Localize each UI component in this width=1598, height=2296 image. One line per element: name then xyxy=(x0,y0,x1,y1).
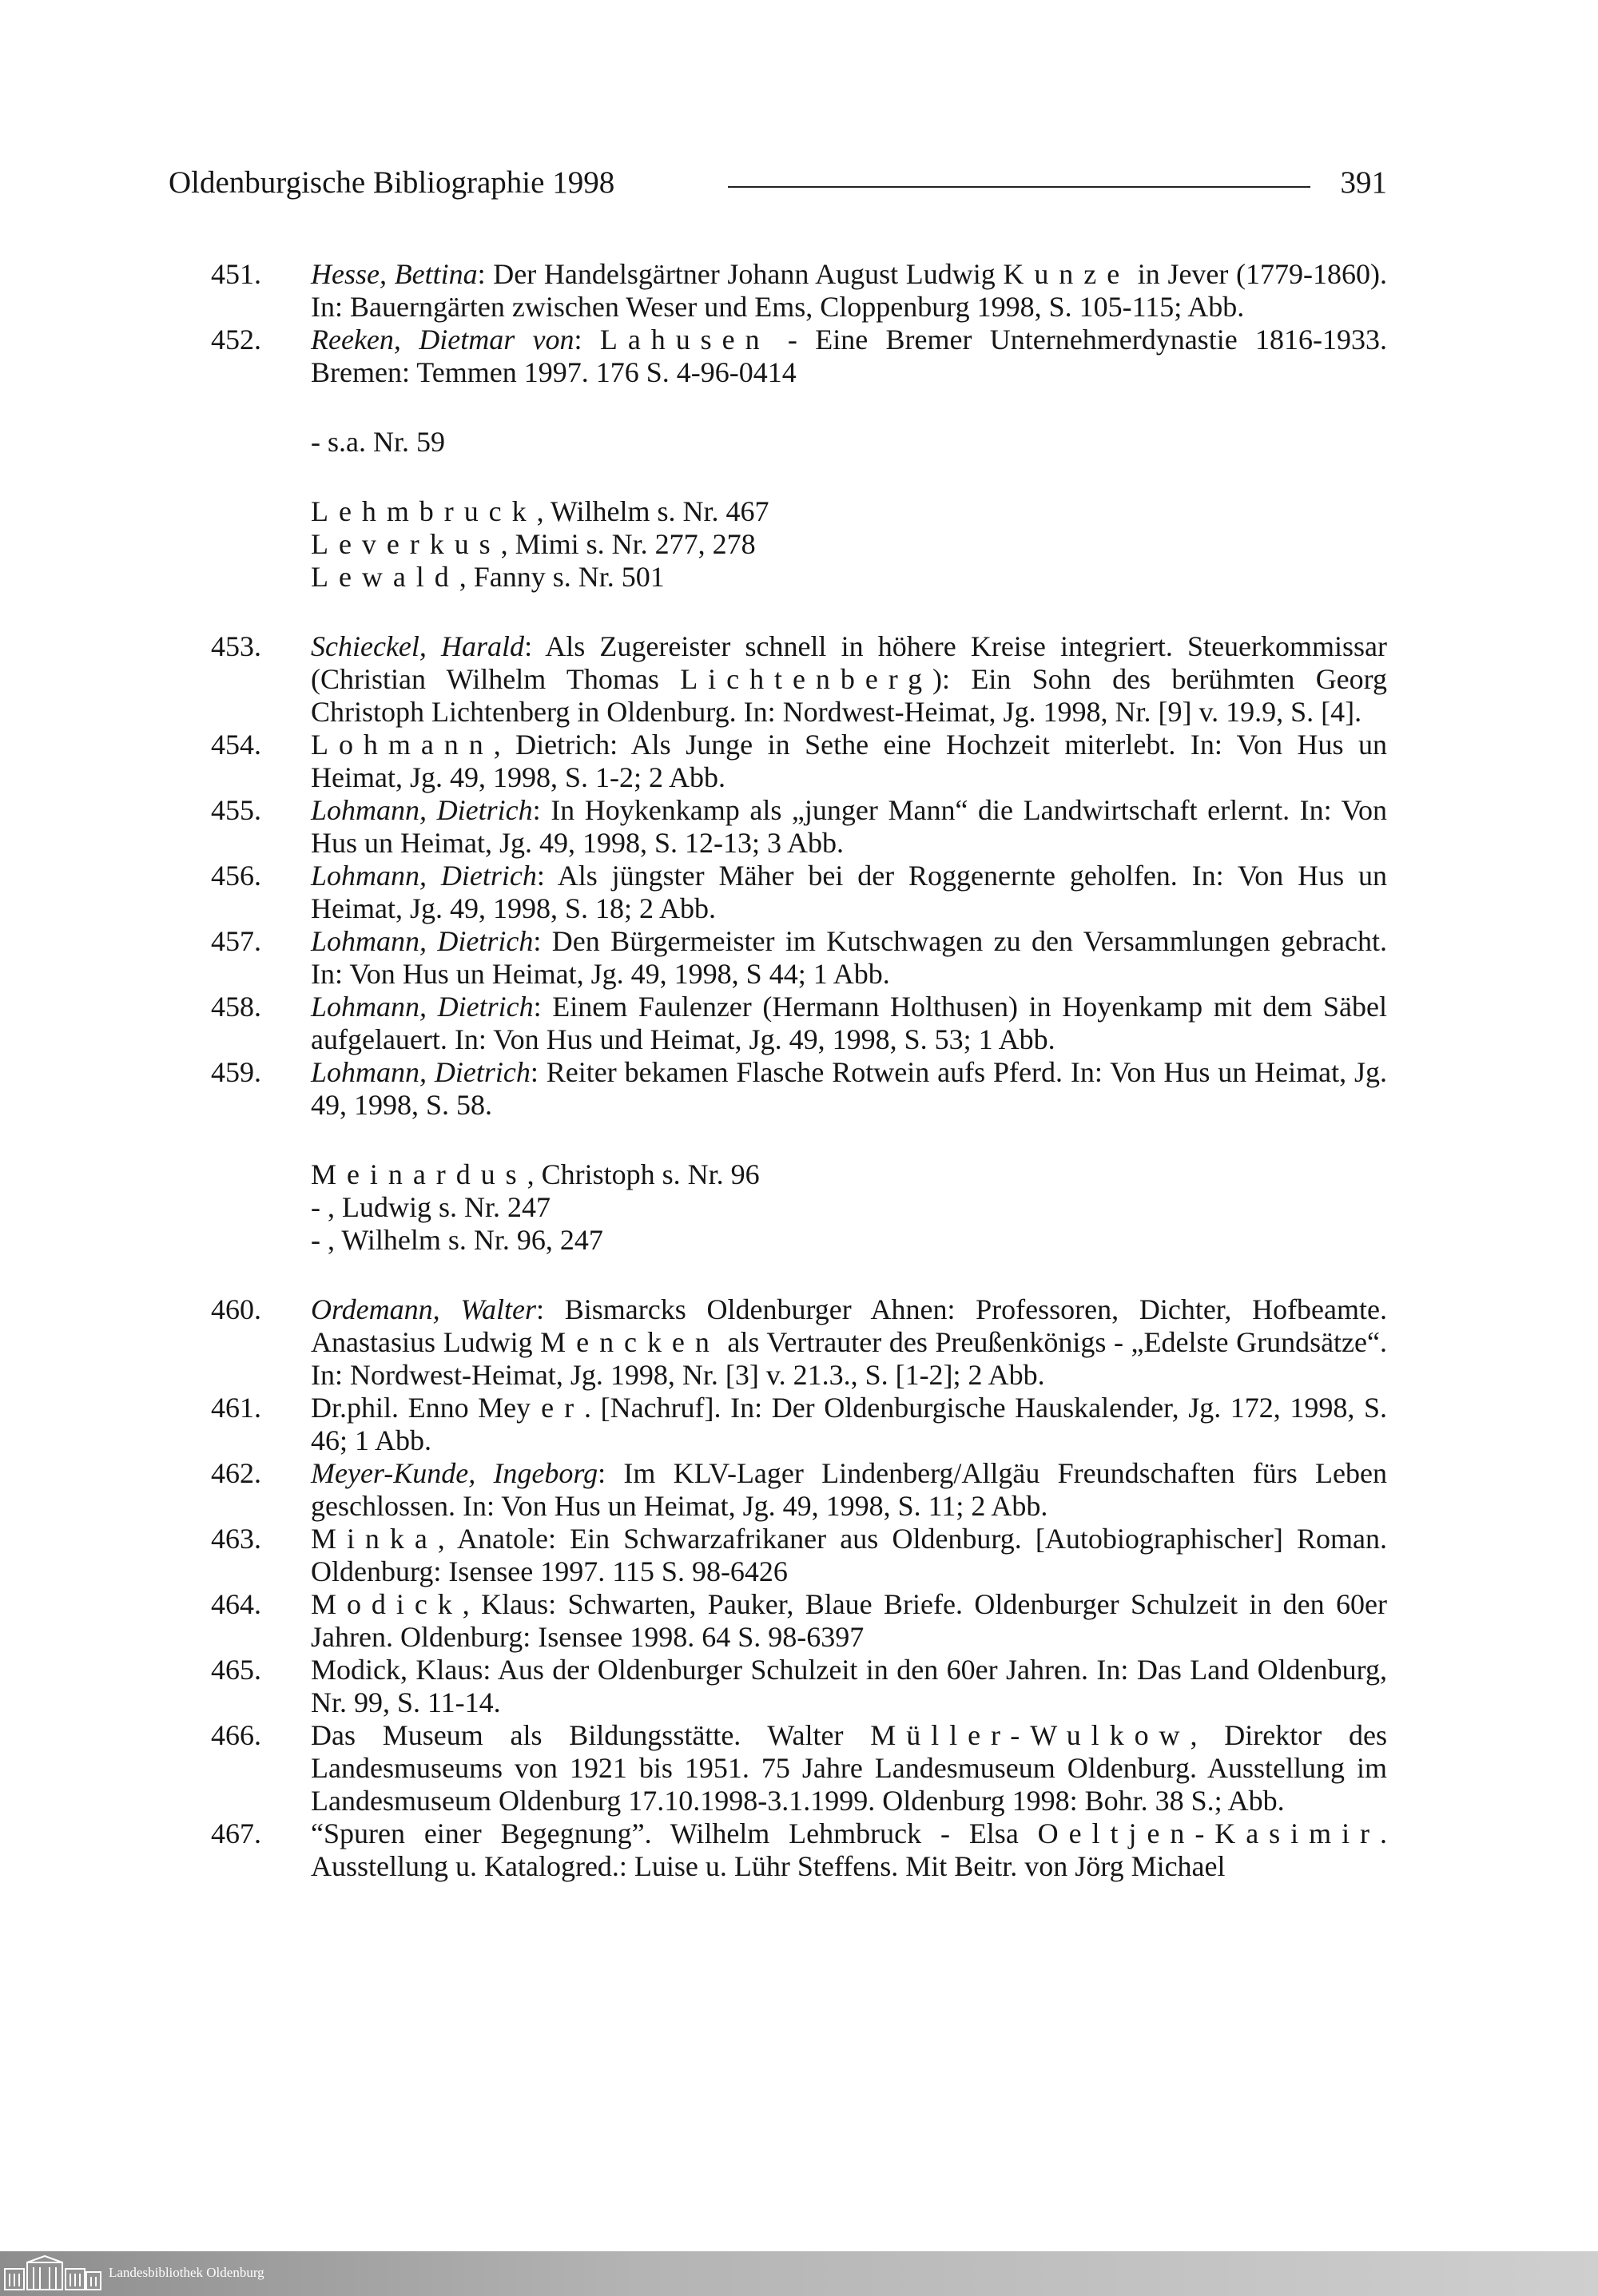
spaced-name: yer xyxy=(516,1392,585,1424)
library-name: Landesbibliothek Oldenburg xyxy=(109,2265,264,2280)
spaced-name: Modick xyxy=(311,1588,463,1620)
entry-number: 454. xyxy=(211,729,261,761)
entry-number: 463. xyxy=(211,1523,261,1555)
spaced-name: Minka xyxy=(311,1523,438,1555)
cross-reference: Meinardus, Christoph s. Nr. 96 xyxy=(311,1158,760,1190)
entry-number: 459. xyxy=(211,1056,261,1088)
cross-reference: - , Wilhelm s. Nr. 96, 247 xyxy=(311,1224,603,1256)
entry-466: 466. Das Museum als Bildungsstätte. Walter Müller-Wulkow, Direktor des Landesmuseums von 1921 bis 1951. 75 Jahre Landesmuseum Oldenburg. Ausstellung im Landesmuseum Oldenburg 17.10.1998-3.1.1999. Oldenburg 1998: Bohr. 38 S.; Abb. xyxy=(211,1719,1387,1817)
spaced-name: Lichtenberg xyxy=(680,663,933,695)
entry-453: 453. Schieckel, Harald: Als Zugereister schnell in höhere Kreise integriert. Steuerkommissar (Christian Wilhelm Thomas Lichtenberg): Ein Sohn des berühmten Georg Christoph Lichtenberg in Oldenburg. In: Nordwest-Heimat, Jg. 1998, Nr. [9] v. 19.9, S. [4]. xyxy=(211,630,1388,728)
running-header xyxy=(169,162,1387,204)
entry-452: 452. Reeken, Dietmar von: Lahusen - Eine Bremer Unternehmerdynastie 1816-1933. Bremen: Temmen 1997. 176 S. 4-96-0414 xyxy=(211,324,1387,388)
entry-456: 456. Lohmann, Dietrich: Als jüngster Mäher bei der Roggenernte geholfen. In: Von Hus un Heimat, Jg. 49, 1998, S. 18; 2 Abb. xyxy=(211,860,1387,924)
spaced-name: Oeltjen-Kasimir xyxy=(1037,1817,1380,1849)
cross-reference: Lewald, Fanny s. Nr. 501 xyxy=(311,561,665,593)
entry-number: 457. xyxy=(211,925,261,957)
entry-number: 461. xyxy=(211,1392,261,1424)
entry-461: 461. Dr.phil. Enno Meyer. [Nachruf]. In: Der Oldenburgische Hauskalender, Jg. 172, 1998, S. 46; 1 Abb. xyxy=(211,1392,1387,1456)
entry-author: Lohmann, Dietrich xyxy=(311,1056,531,1088)
entry-number: 456. xyxy=(211,860,261,892)
library-building-icon xyxy=(3,2254,104,2293)
page-number: 391 xyxy=(1340,165,1387,200)
entry-author: Schieckel, Harald xyxy=(311,630,525,662)
entry-number: 453. xyxy=(211,630,261,662)
header-rule xyxy=(728,186,1310,188)
bibliography-list xyxy=(211,258,1387,1883)
entry-number: 462. xyxy=(211,1457,261,1489)
entry-number: 466. xyxy=(211,1719,261,1751)
entry-author: Lohmann, Dietrich xyxy=(311,925,534,957)
spaced-name: Mencken xyxy=(540,1326,720,1358)
entry-number: 451. xyxy=(211,258,261,290)
entry-463: 463. Minka, Anatole: Ein Schwarzafrikaner aus Oldenburg. [Autobiographischer] Roman. Oldenburg: Isensee 1997. 115 S. 98-6426 xyxy=(211,1523,1387,1587)
entry-number: 464. xyxy=(211,1588,261,1620)
entry-author: Reeken, Dietmar von xyxy=(311,324,574,356)
entry-462: 462. Meyer-Kunde, Ingeborg: Im KLV-Lager Lindenberg/Allgäu Freundschaften fürs Leben geschlossen. In: Von Hus un Heimat, Jg. 49, 1998, S. 11; 2 Abb. xyxy=(211,1457,1388,1522)
entry-465: 465. Modick, Klaus: Aus der Oldenburger Schulzeit in den 60er Jahren. In: Das Land Oldenburg, Nr. 99, S. 11-14. xyxy=(211,1654,1387,1718)
entry-author: Lohmann, Dietrich xyxy=(311,794,533,826)
entry-number: 458. xyxy=(211,991,261,1023)
entry-author: Lohmann, Dietrich xyxy=(311,860,537,892)
entry-author: Lohmann, Dietrich xyxy=(311,991,534,1023)
entry-number: 467. xyxy=(211,1817,261,1849)
cross-reference: - , Ludwig s. Nr. 247 xyxy=(311,1191,551,1223)
entry-459: 459. Lohmann, Dietrich: Reiter bekamen Flasche Rotwein aufs Pferd. In: Von Hus un Heimat, Jg. 49, 1998, S. 58. xyxy=(211,1056,1387,1121)
entry-455: 455. Lohmann, Dietrich: In Hoykenkamp als „junger Mann“ die Landwirtschaft erlernt. In: Von Hus un Heimat, Jg. 49, 1998, S. 12-13; 3 Abb. xyxy=(211,794,1387,859)
entry-467: 467. “Spuren einer Begegnung”. Wilhelm Lehmbruck - Elsa Oeltjen-Kasimir. Ausstellung u. Katalogred.: Luise u. Lühr Steffens. Mit Beitr. von Jörg Michael xyxy=(211,1817,1387,1882)
spaced-name: Lohmann xyxy=(311,729,494,761)
running-title: Oldenburgische Bibliographie 1998 xyxy=(169,165,615,200)
entry-464: 464. Modick, Klaus: Schwarten, Pauker, Blaue Briefe. Oldenburger Schulzeit in den 60er Jahren. Oldenburg: Isensee 1998. 64 S. 98-6397 xyxy=(211,1588,1387,1653)
entry-451: 451. Hesse, Bettina: Der Handelsgärtner Johann August Ludwig Kunze in Jever (1779-1860). In: Bauerngärten zwischen Weser und Ems, Cloppenburg 1998, S. 105-115; Abb. xyxy=(211,258,1388,323)
entry-author: Hesse, Bettina xyxy=(311,258,478,290)
entry-number: 455. xyxy=(211,794,261,826)
entry-460: 460. Ordemann, Walter: Bismarcks Oldenburger Ahnen: Professoren, Dichter, Hofbeamte. Anastasius Ludwig Mencken als Vertrauter des Preußenkönigs - „Edelste Grundsätze“. In: Nordwest-Heimat, Jg. 1998, Nr. [3] v. 21.3., S. [1-2]; 2 Abb. xyxy=(211,1293,1387,1391)
entry-458: 458. Lohmann, Dietrich: Einem Faulenzer (Hermann Holthusen) in Hoyenkamp mit dem Säbel aufgelauert. In: Von Hus und Heimat, Jg. 49, 1998, S. 53; 1 Abb. xyxy=(211,991,1387,1055)
spaced-name: Müller-Wulkow xyxy=(870,1719,1191,1751)
cross-reference: Leverkus, Mimi s. Nr. 277, 278 xyxy=(311,528,756,560)
spaced-name: Lahusen xyxy=(599,324,770,356)
entry-457: 457. Lohmann, Dietrich: Den Bürgermeister im Kutschwagen zu den Versammlungen gebracht. In: Von Hus un Heimat, Jg. 49, 1998, S 44; 1 Abb. xyxy=(211,925,1387,990)
entry-number: 465. xyxy=(211,1654,261,1686)
see-also-reference: - s.a. Nr. 59 xyxy=(311,426,445,458)
entry-number: 460. xyxy=(211,1293,261,1325)
entry-number: 452. xyxy=(211,324,261,356)
entry-author: Meyer-Kunde, Ingeborg xyxy=(311,1457,598,1489)
cross-reference: Lehmbruck, Wilhelm s. Nr. 467 xyxy=(311,495,769,527)
spaced-name: Kunze xyxy=(1003,258,1131,290)
library-footer xyxy=(0,2251,1598,2296)
entry-author: Ordemann, Walter xyxy=(311,1293,537,1325)
entry-454: 454. Lohmann, Dietrich: Als Junge in Sethe eine Hochzeit miterlebt. In: Von Hus un Heimat, Jg. 49, 1998, S. 1-2; 2 Abb. xyxy=(211,729,1387,793)
